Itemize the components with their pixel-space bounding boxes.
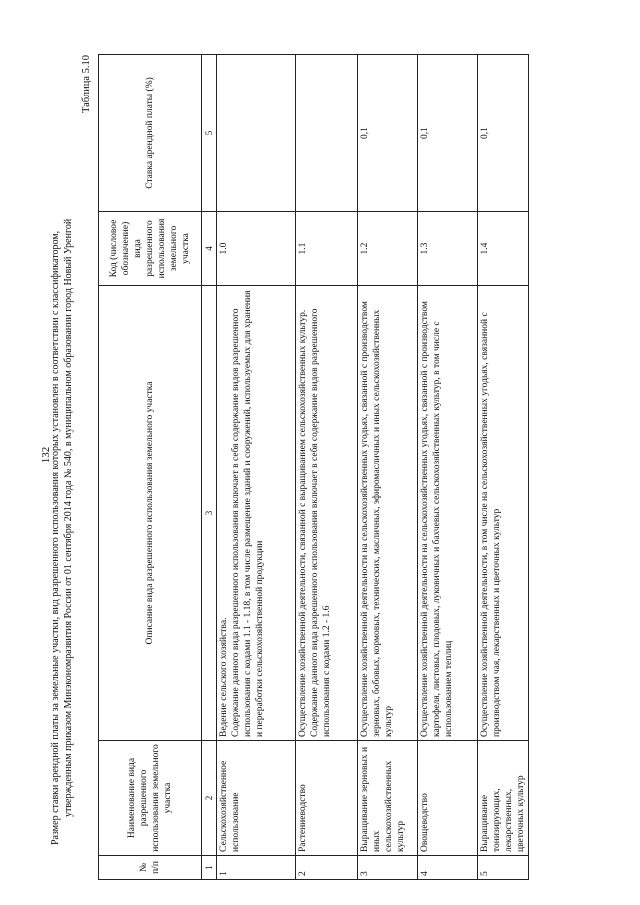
use-code: 1.3 (418, 212, 478, 286)
column-number: 2 (202, 741, 217, 856)
table-row (217, 55, 296, 880)
column-number: 5 (202, 55, 217, 212)
column-header: Описание вида разрешенного использования земельного участка (99, 286, 202, 741)
description-line: Осуществление хозяйственной деятельности, в том числе на сельскохозяйственных угодьях, связанной с производством чая, лекарственных и цветочных культур (480, 312, 502, 737)
use-description (478, 286, 529, 741)
table-header-row (99, 55, 202, 880)
description-line: Осуществление хозяйственной деятельности, связанной с выращиванием сельскохозяйственных культур. (298, 309, 308, 737)
row-number: 4 (418, 856, 478, 880)
description-line: Осуществление хозяйственной деятельности на сельскохозяйственных угодьях, связанной с производством картофеля, листовых, плодовых, луковичных и бахчевых сельскохозяйственных культур, в том числе с использованием теплиц (420, 301, 454, 737)
column-number: 4 (202, 212, 217, 286)
use-name: Выращивание тонизирующих, лекарственных, цветочных культур (478, 741, 529, 856)
row-number: 2 (296, 856, 358, 880)
use-code: 1.0 (217, 212, 296, 286)
column-number: 1 (202, 856, 217, 880)
rate-table (98, 54, 529, 880)
rent-rate: 0,1 (478, 55, 529, 212)
use-code: 1.1 (296, 212, 358, 286)
use-description (418, 286, 478, 741)
description-line: Осуществление хозяйственной деятельности на сельскохозяйственных угодьях, связанной с производством зерновых, бобовых, кормовых, технических, масличных, эфиромасличных и иных сельскохозяйственных культур (360, 301, 394, 737)
description-line: Содержание данного вида разрешенного использования включает в себя содержание видов разрешенного использования с кодами 1.2 - 1.6 (310, 308, 332, 737)
use-description (358, 286, 418, 741)
use-name: Растениеводство (296, 741, 358, 856)
description-line: Ведение сельского хозяйства. (219, 617, 229, 737)
table-row (478, 55, 529, 880)
table-row (418, 55, 478, 880)
use-code: 1.2 (358, 212, 418, 286)
row-number: 3 (358, 856, 418, 880)
rent-rate (217, 55, 296, 212)
use-name: Сельскохозяйственное использование (217, 741, 296, 856)
rotated-page (40, 25, 600, 885)
column-number: 3 (202, 286, 217, 741)
rent-rate: 0,1 (358, 55, 418, 212)
use-code: 1.4 (478, 212, 529, 286)
rent-rate: 0,1 (418, 55, 478, 212)
table-row (358, 55, 418, 880)
use-description (296, 286, 358, 741)
table-row (296, 55, 358, 880)
description-line: Содержание данного вида разрешенного использования включает в себя содержание видов разрешенного использования с кодами 1.1 - 1.18, в том числе размещение зданий и сооружений, используемых для хранения и переработки сельскохозяйственной продукции (231, 290, 265, 737)
page-number: 132 (40, 446, 52, 464)
heading-line-1: Размер ставки арендной платы за земельные участки, вид разрешенного использования которых установлен в соответствии с классификатором, (50, 230, 61, 845)
heading-line-2: утвержденным приказом Минэкономразвития России от 01 сентября 2014 года № 540, в муниципальном образовании город Новый Уренгой (63, 218, 74, 817)
rent-rate (296, 55, 358, 212)
row-number: 5 (478, 856, 529, 880)
column-header: № п/п (99, 856, 202, 880)
column-number-row (202, 55, 217, 880)
use-description (217, 286, 296, 741)
use-name: Овощеводство (418, 741, 478, 856)
column-header: Код (числовое обозначение) вида разрешенного использования земельного участка (99, 212, 202, 286)
table-caption: Таблица 5.10 (81, 55, 92, 114)
document-heading (49, 65, 75, 845)
row-number: 1 (217, 856, 296, 880)
column-header: Наименование вида разрешенного использования земельного участка (99, 741, 202, 856)
column-header: Ставка арендной платы (%) (99, 55, 202, 212)
use-name: Выращивание зерновых и иных сельскохозяйственных культур (358, 741, 418, 856)
